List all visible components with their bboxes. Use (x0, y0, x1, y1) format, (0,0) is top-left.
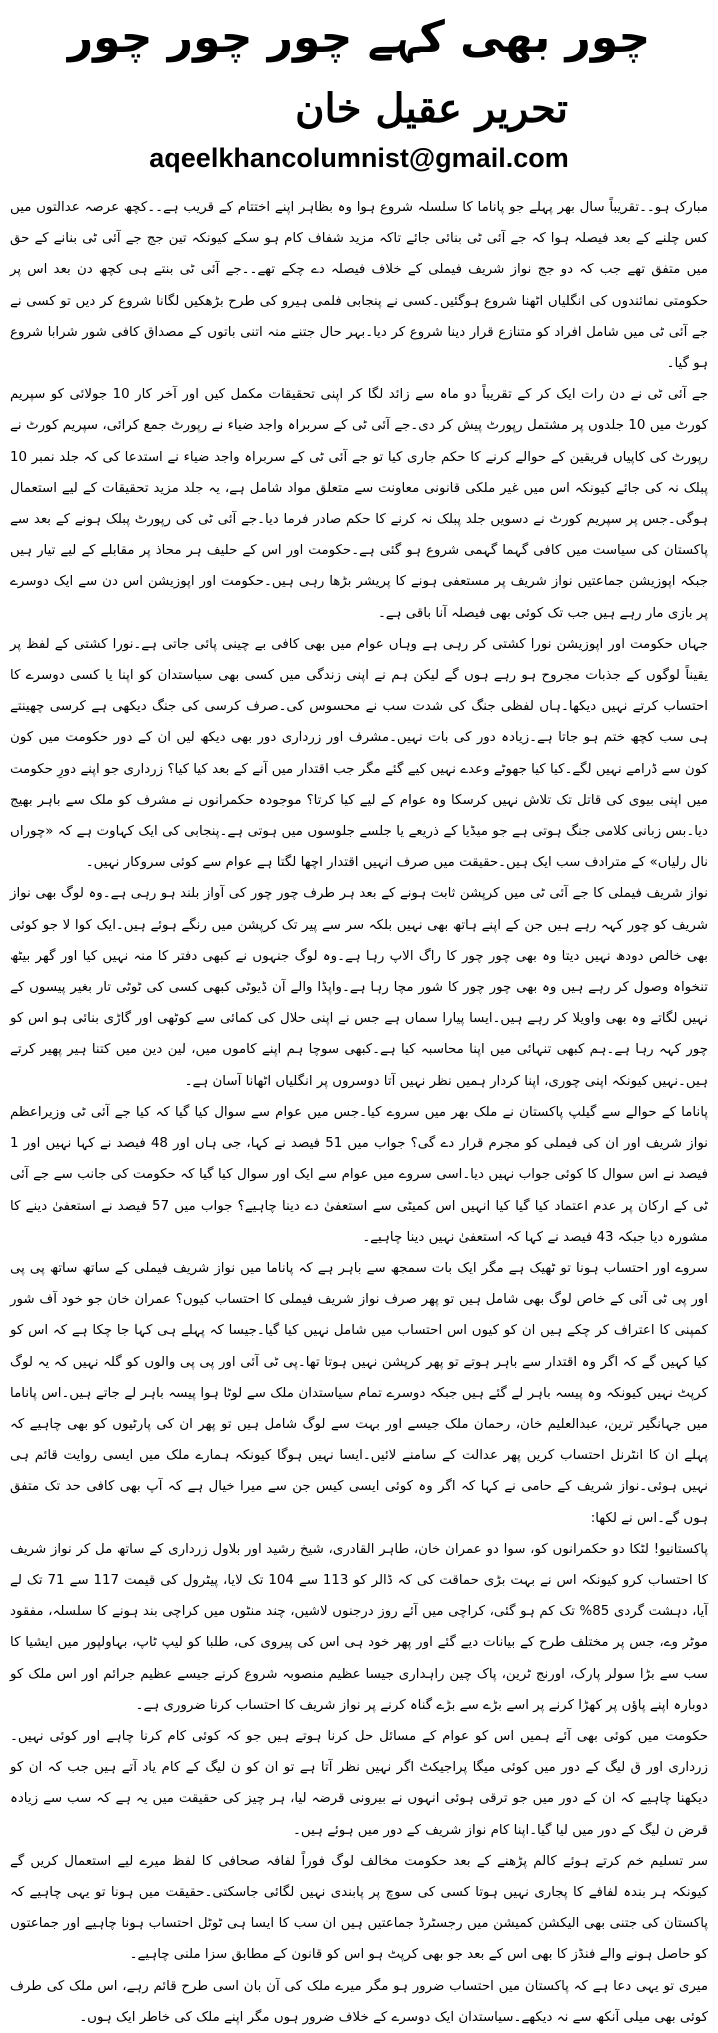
paragraph: جہاں حکومت اور اپوزیشن نورا کشتی کر رہی ہے وہاں عوام میں بھی کافی بے چینی پائی جاتی ہے۔نورا کشتی کے لفظ پر یقیناً لوگوں کے جذبات مجروح ہو رہے ہوں گے لیکن ہم نے اپنی زندگی میں کسی بھی سیاستدان کو اپنا یا کسی دوسرے کا احتساب کرتے نہیں دیکھا۔ہاں لفظی جنگ کی شدت سب نے محسوس کی۔صرف کرسی کی جنگ دیکھی ہے کرسی چھینتے ہی سب کچھ ختم ہو جاتا ہے۔زیادہ دور کی بات نہیں۔مشرف اور زرداری دور بھی دیکھ لیں ان کے دور حکومت میں کون کون سے ڈرامے نہیں لگے۔کیا کیا جھوٹے وعدے نہیں کیے گئے مگر جب اقتدار میں آنے کے بعد کیا کیا؟ زرداری جو اپنے دورِ حکومت میں اپنی بیوی کی قاتل تک تلاش نہیں کرسکا وہ عوام کے لیے کیا کرتا؟ موجودہ حکمرانوں نے مشرف کو ملک سے باہر بھیج دیا۔بس زبانی کلامی جنگ ہوتی ہے جو میڈیا کے ذریعے یا جلسے جلوسوں میں ہوتی ہے۔پنجابی کی ایک کہاوت ہے کہ «چوراں نال رلیاں» کے مترادف سب ایک ہیں۔حقیقت میں صرف انہیں اقتدار اچھا لگتا ہے عوام سے کوئی سروکار نہیں۔ (10, 636, 708, 871)
paragraph: مبارک ہو۔۔تقریباً سال بھر پہلے جو پاناما کا سلسلہ شروع ہوا وہ بظاہر اپنے اختتام کے قریب ہے۔۔کچھ عرصہ عدالتوں میں کس چلنے کے بعد فیصلہ ہوا کہ جے آئی ٹی بنائی جائے تاکہ مزید شفاف کام ہو سکے کیونکہ تین جج جے آئی ٹی بنانے کے حق میں متفق تھے جب کہ دو جج نواز شریف فیملی کے خلاف فیصلہ دے چکے تھے۔۔جے آئی ٹی بنتے ہی کچھ دن بعد اس پر حکومتی نمائندوں کی انگلیاں اٹھنا شروع ہوگئیں۔کسی نے پنجابی فلمی ہیرو کی طرح بڑھکیں لگانا شروع کر دیں تو کسی نے جے آئی ٹی میں شامل افراد کو متنازع قرار دینا شروع کر دیا۔بہر حال جتنے منہ اتنی باتوں کے مصداق کافی شور شرابا شروع ہو گیا۔ (10, 200, 708, 372)
paragraph: جے آئی ٹی نے دن رات ایک کر کے تقریباً دو ماہ سے زائد لگا کر اپنی تحقیقات مکمل کیں اور آخر کار 10 جولائی کو سپریم کورٹ میں 10 جلدوں پر مشتمل رپورٹ پیش کر دی۔جے آئی ٹی کے سربراہ واجد ضیاء نے رپورٹ جمع کرائی، سپریم کورٹ نے رپورٹ کی کاپیاں فریقین کے حوالے کرنے کا حکم جاری کیا تو جے آئی ٹی کے سربراہ واجد ضیاء نے استدعا کی کہ جلد نمبر 10 پبلک نہ کی جائے کیونکہ اس میں غیر ملکی قانونی معاونت سے متعلق مواد شامل ہے، یہ جلد مزید تحقیقات کے لیے استعمال ہوگی۔جس پر سپریم کورٹ نے دسویں جلد پبلک نہ کرنے کا حکم صادر فرما دیا۔جے آئی ٹی کی رپورٹ پبلک ہونے کے بعد سے پاکستان کی سیاست میں کافی گہما گہمی شروع ہو گئی ہے۔حکومت اور اس کے حلیف ہر محاذ پر مقابلے کے لیے تیار ہیں جبکہ اپوزیشن جماعتیں نواز شریف پر مستعفی ہونے کا پریشر بڑھا رہی ہیں۔حکومت اور اپوزیشن اس دن سے ایک دوسرے پر بازی مار رہے ہیں جب تک کوئی بھی فیصلہ آنا باقی ہے۔ (10, 387, 708, 621)
article-title: چور بھی کہے چور چور چور (67, 12, 651, 63)
article-body (10, 192, 709, 2025)
paragraph: میری تو یہی دعا ہے کہ پاکستان میں احتساب ضرور ہو مگر میرے ملک کی آن بان اسی طرح قائم رہے، اس ملک کی طرف کوئی بھی میلی آنکھ سے نہ دیکھے۔سیاستدان ایک دوسرے کے خلاف ضرور ہوں مگر اپنے ملک کی خاطر ایک ہوں۔ (10, 1978, 708, 2025)
paragraph: سروے اور احتساب ہونا تو ٹھیک ہے مگر ایک بات سمجھ سے باہر ہے کہ پاناما میں نواز شریف فیملی کے ساتھ ساتھ پی پی اور پی ٹی آئی کے خاص لوگ بھی شامل ہیں تو پھر صرف نواز شریف فیملی کا احتساب کیوں؟ عمران خان جو خود آف شور کمپنی کا اعتراف کر چکے ہیں ان کو کیوں اس احتساب میں شامل نہیں کیا گیا۔جیسا کہ پہلے ہی کہا جا چکا ہے کہ اس کو کیا کہیں گے کہ اگر وہ اقتدار سے باہر ہوتے تو پھر کرپشن نہیں ہوتا تھا۔پی ٹی آئی اور پی پی والوں کو گلہ نہیں کہ یہ لوگ کرپٹ نہیں کیونکہ وہ پیسہ باہر لے گئے ہیں جبکہ دوسرے تمام سیاستدان ملک سے لوٹا ہوا پیسہ باہر لے جاتے ہیں۔اس پاناما میں جہانگیر ترین، عبدالعلیم خان، رحمان ملک جیسے اور بہت سے لوگ شامل ہیں تو پھر ان کی پارٹیوں کو بھی چاہیے کہ پہلے ان کا انٹرنل احتساب کریں پھر عدالت کے سامنے لائیں۔ایسا نہیں ہوگا کیونکہ ہمارے ملک میں ایسی روایت قائم ہی نہیں ہوئی۔نواز شریف کے حامی نے کہا کہ اگر وہ کوئی ایسی کیس جن سے میرا خیال ہے کہ آپ بھی کافی حد تک متفق ہوں گے۔اس نے لکھا: (10, 1260, 708, 1526)
paragraph: نواز شریف فیملی کا جے آئی ٹی میں کرپشن ثابت ہونے کے بعد ہر طرف چور چور کی آواز بلند ہو رہی ہے۔وہ لوگ بھی نواز شریف کو چور کہہ رہے ہیں جن کے اپنے ہاتھ بھی نہیں بلکہ سر سے پیر تک کرپشن میں رنگے ہوئے ہیں۔ایک کوا لا جو کوئی بھی خالص دودھ نہیں دیتا وہ بھی چور چور کا راگ الاپ رہا ہے۔وہ لوگ جنہوں نے کبھی دفتر کا منہ نہیں کیا اور گھر بیٹھ تنخواہ وصول کر رہے ہیں وہ بھی چور چور کا شور مچا رہا ہے۔واپڈا والے آن ڈیوٹی کبھی کسی کی ٹوٹی تار بغیر پیسوں کے نہیں لگاتے وہ بھی واویلا کر رہے ہیں۔ایسا پیارا سماں ہے جس نے اپنی حلال کی کمائی سے کوٹھی اور گاڑی بنائی ہو اس کو چور کہہ رہا ہے۔ہم کبھی تنہائی میں اپنا محاسبہ کیا ہے۔کبھی سوچا ہم اپنے کاموں میں، لین دین میں کتنا ہیر پھیر کرتے ہیں۔نہیں کیونکہ اپنی چوری، اپنا کردار ہمیں نظر نہیں آتا دوسروں پر انگلیاں اٹھانا آسان ہے۔ (10, 886, 708, 1089)
paragraph: پاناما کے حوالے سے گیلپ پاکستان نے ملک بھر میں سروے کیا۔جس میں عوام سے سوال کیا گیا کہ کیا جے آئی ٹی وزیراعظم نواز شریف اور ان کی فیملی کو مجرم قرار دے گی؟ جواب میں 51 فیصد نے کہا، جی ہاں اور 48 فیصد نے کہا نہیں اور 1 فیصد نے اس سوال کا کوئی جواب نہیں دیا۔اسی سروے میں عوام سے ایک اور سوال کیا گیا کہ حکومت کی جانب سے جے آئی ٹی کے ارکان پر عدم اعتماد کیا گیا کیا انہیں اس کمیٹی سے استعفیٰ دے دینا چاہیے؟ جواب میں 57 فیصد نے استعفیٰ دینے کا مشورہ دیا جبکہ 43 فیصد نے کہا کہ استعفیٰ نہیں دینا چاہیے۔ (10, 1104, 708, 1245)
author-email: aqeelkhancolumnist@gmail.com (149, 143, 569, 173)
paragraph: حکومت میں کوئی بھی آئے ہمیں اس کو عوام کے مسائل حل کرنا ہوتے ہیں جو کہ کوئی کام کرنا چاہے اور کوئی نہیں۔زرداری اور ق لیگ کے دور میں کوئی میگا پراجیکٹ اگر نہیں نظر آتا ہے تو ان کو ن لیگ کے کام یاد آتے ہیں جب کہ ان کو دیکھنا چاہیے کہ ان کے دور میں جو ترقی ہوئی انہوں نے بیرونی قرضہ لیا، ہر چیز کی حقیقت میں یہ ہے کہ سب سے زیادہ قرض ن لیگ کے دور میں لیا گیا۔اپنا کام نواز شریف کے دور میں ہوئے ہیں۔ (10, 1728, 708, 1838)
paragraph: سر تسلیم خم کرتے ہوئے کالم پڑھنے کے بعد حکومت مخالف لوگ فوراً لفافہ صحافی کا لفظ میرے لیے استعمال کریں گے کیونکہ ہر بندہ لفافے کا پجاری نہیں ہوتا کسی کی سوچ پر پابندی نہیں لگائی جاسکتی۔حقیقت میں ہونا تو یہی چاہیے کہ پاکستان کی جتنی بھی الیکشن کمیشن میں رجسٹرڈ جماعتیں ہیں ان سب کا ایسا ہی ٹوٹل احتساب ہونا چاہیے اور جماعتوں کو حاصل ہونے والے فنڈز کا بھی اس کے بعد جو بھی کرپٹ ہو اس کو قانون کے مطابق سزا ملنی چاہیے۔ (10, 1853, 708, 1963)
paragraph: پاکستانیو! لٹکا دو حکمرانوں کو، سوا دو عمران خان، طاہر القادری، شیخ رشید اور بلاول زرداری کے ساتھ مل کر نواز شریف کا احتساب کرو کیونکہ اس نے بہت بڑی حماقت کی کہ ڈالر کو 113 سے 104 تک لایا، پیٹرول کی قیمت 117 سے 71 تک لے آیا، دہشت گردی 85% تک کم ہو گئی، کراچی میں آئے روز درجنوں لاشیں، چند منٹوں میں کراچی بند ہونے کا سلسلہ، مفقود موٹر وے، جس پر مختلف طرح کے بیانات دیے گئے اور پھر خود ہی اس کی پیروی کی، طلبا کو لیپ ٹاپ، بہاولپور میں ایشیا کا سب سے بڑا سولر پارک، اورنج ٹرین، پاک چین راہداری جیسا عظیم منصوبہ شروع کرنے جیسے عظیم جرائم اور اس ملک کو دوبارہ اپنے پاؤں پر کھڑا کرنے پر اسے بڑے سے بڑے گناہ کرنے پر نواز شریف کا احتساب کرنا ضروری ہے۔ (10, 1541, 709, 1713)
author-byline: تحریر عقیل خان (295, 85, 568, 132)
